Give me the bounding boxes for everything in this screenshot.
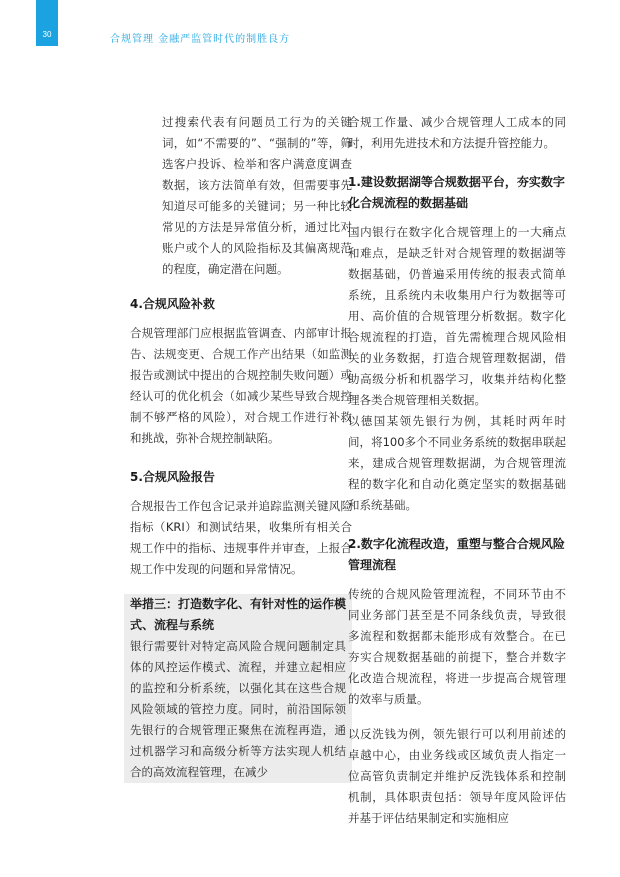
section-heading-reporting: 5.合规风险报告 — [130, 470, 215, 484]
initiative-callout — [124, 594, 352, 783]
initiative-heading: 举措三：打造数字化、有针对性的运作模式、流程与系统 — [130, 597, 347, 632]
paragraph-continuation: 合规工作量、减少合规管理人工成本的同时，利用先进技术和方法提升管控能力。 — [348, 115, 566, 150]
section-heading-process-redesign: 2.数字化流程改造，重塑与整合合规风险管理流程 — [348, 537, 565, 572]
page-tab — [36, 0, 58, 46]
running-header: 合规管理 金融严监管时代的制胜良方 — [110, 34, 291, 45]
page-number: 30 — [42, 30, 52, 39]
initiative-paragraph: 银行需要针对特定高风险合规问题制定具体的风控运作模式、流程，并建立起相应的监控和分析系统，以强化其在这些合规风险领域的管控力度。同时，前沿国际领先银行的合规管理正聚焦在流程再造，通过机器学习和高级分析等方法实现人机结合的高效流程管理，在减少 — [130, 639, 346, 779]
paragraph-data-lake: 国内银行在数字化合规管理上的一大痛点和难点，是缺乏针对合规管理的数据湖等数据基础，仍普遍采用传统的报表式简单系统，且系统内未收集用户行为数据等可用、高价值的合规管理分析数据。数字化合规流程的打造，首先需梳理合规风险相关的业务数据，打造合规管理数据湖，借助高级分析和机器学习，收集并结构化整理各类合规管理相关数据。 — [348, 225, 566, 407]
section-heading-data-lake: 1.建设数据湖等合规数据平台，夯实数字化合规流程的数据基础 — [348, 175, 565, 210]
paragraph-german-bank-example: 以德国某领先银行为例，其耗时两年时间，将100多个不同业务系统的数据串联起来，建成合规管理数据湖，为合规管理流程的数字化和自动化奠定坚实的数据基础和系统基础。 — [348, 414, 566, 512]
paragraph-process-redesign: 传统的合规风险管理流程，不同环节由不同业务部门甚至是不同条线负责，导致很多流程和数据都未能形成有效整合。在已夯实合规数据基础的前提下，整合并数字化改造合规流程，将进一步提高合规管理的效率与质量。 — [348, 587, 566, 706]
paragraph-aml-example: 以反洗钱为例，领先银行可以利用前述的卓越中心，由业务线或区域负责人指定一位高管负责制定并维护反洗钱体系和控制机制，具体职责包括：领导年度风险评估并基于评估结果制定和实施相应 — [348, 727, 566, 825]
paragraph-remediation: 合规管理部门应根据监管调查、内部审计报告、法规变更、合规工作产出结果（如监测报告或测试中提出的合规控制失败问题）或经认可的优化机会（如减少某些导致合规控制不够严格的风险），对合规工作进行补救和挑战，弥补合规控制缺陷。 — [130, 326, 352, 445]
left-column — [130, 112, 352, 783]
paragraph-reporting: 合规报告工作包含记录并追踪监测关键风险指标（KRI）和测试结果，收集所有相关合规工作中的指标、违规事件并审查，上报合规工作中发现的问题和异常情况。 — [130, 499, 352, 576]
right-column — [348, 112, 566, 829]
paragraph-keyword-search: 过搜索代表有问题员工行为的关键词，如“不需要的”、“强制的”等，筛选客户投诉、检举和客户满意度调查数据，该方法简单有效，但需要事先知道尽可能多的关键词；另一种比较常见的方法是异常值分析，通过比对账户或个人的风险指标及其偏离规范的程度，确定潜在问题。 — [162, 115, 352, 276]
section-heading-remediation: 4.合规风险补救 — [130, 297, 215, 311]
